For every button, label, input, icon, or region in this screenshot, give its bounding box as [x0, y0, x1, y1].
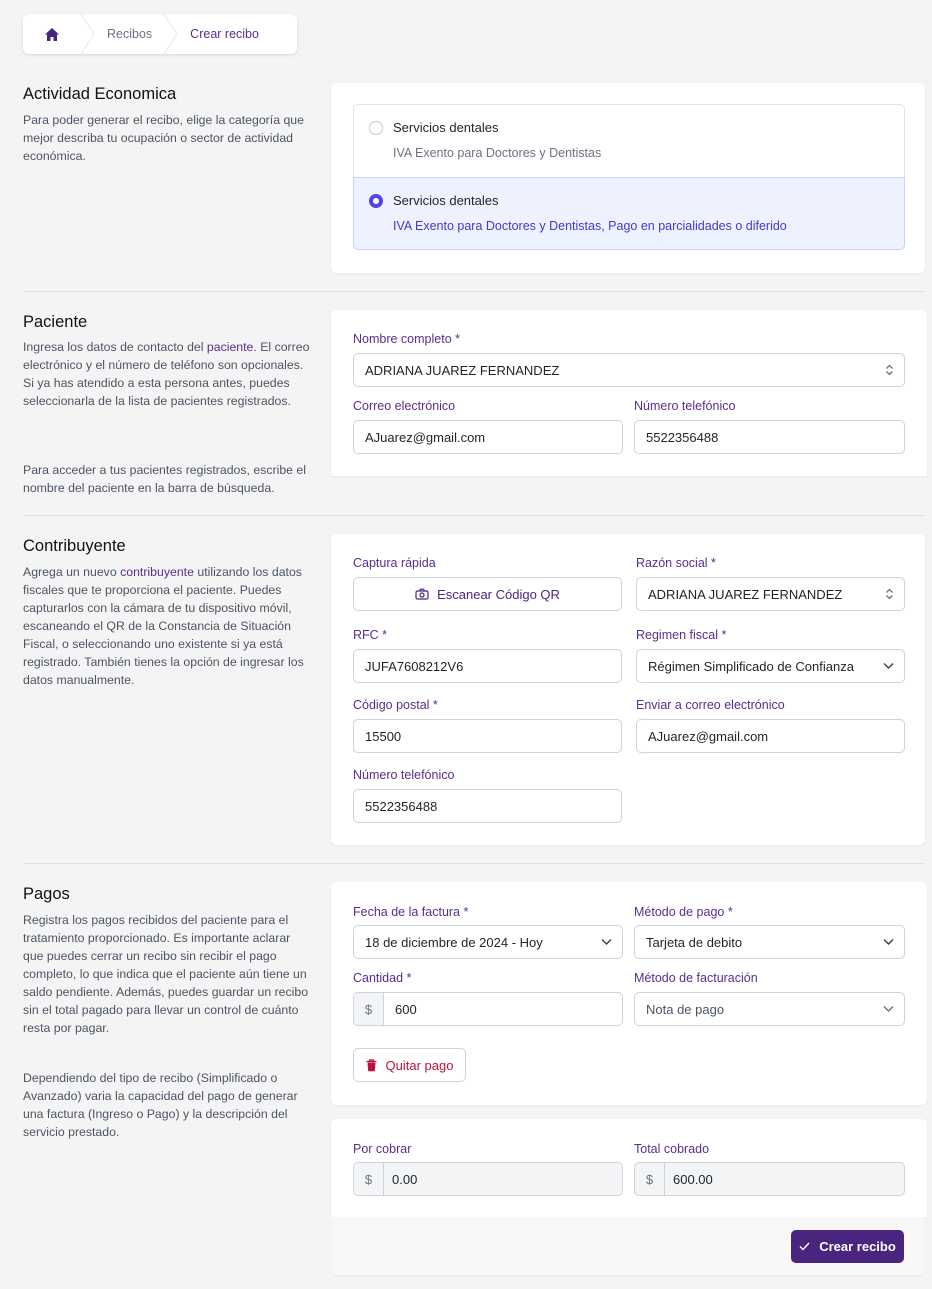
metodo-pago-label: Método de pago *: [634, 905, 733, 919]
chevron-down-icon: [883, 663, 894, 670]
total-cobrado-input: [634, 1162, 905, 1196]
razon-combobox[interactable]: [636, 577, 905, 611]
facturacion-select[interactable]: [634, 992, 905, 1026]
cp-value: 15500: [365, 728, 402, 744]
breadcrumb-separator: [81, 14, 95, 54]
pago-card: [331, 882, 927, 1105]
radio-unchecked[interactable]: [369, 121, 383, 135]
fecha-label: Fecha de la factura *: [353, 905, 469, 919]
option-title: Servicios dentales: [393, 193, 499, 208]
crear-recibo-button[interactable]: [791, 1230, 904, 1263]
rfc-label: RFC *: [353, 628, 388, 642]
regimen-select[interactable]: [636, 649, 905, 683]
contribuyente-card: [331, 534, 925, 845]
currency-prefix: $: [354, 993, 384, 1025]
option-subtitle: IVA Exento para Doctores y Dentistas, Pago en parcialidades o diferido: [393, 219, 787, 233]
correo-value: AJuarez@gmail.com: [365, 429, 486, 445]
telefono-input[interactable]: [634, 420, 905, 454]
por-cobrar-input: [353, 1162, 623, 1196]
divider: [23, 515, 925, 516]
rfc-input[interactable]: [353, 649, 622, 683]
por-cobrar-label: Por cobrar: [353, 1142, 412, 1156]
metodo-pago-select[interactable]: [634, 925, 905, 959]
contrib-telefono-input[interactable]: [353, 789, 622, 823]
cantidad-label: Cantidad *: [353, 971, 412, 985]
chevron-down-icon: [883, 939, 894, 946]
correo-label: Correo electrónico: [353, 399, 456, 413]
por-cobrar-value: 0.00: [392, 1171, 418, 1187]
chevron-down-icon: [883, 1006, 894, 1013]
cantidad-input[interactable]: [353, 992, 623, 1026]
metodo-pago-value: Tarjeta de debito: [646, 934, 743, 950]
regimen-label: Regimen fiscal *: [636, 628, 727, 642]
currency-prefix: $: [354, 1163, 384, 1195]
chevron-down-icon: [601, 939, 612, 946]
cp-label: Código postal *: [353, 698, 438, 712]
regimen-value: Régimen Simplificado de Confianza: [648, 658, 854, 674]
fecha-select[interactable]: [353, 925, 623, 959]
cantidad-value: 600: [395, 1001, 417, 1017]
nombre-combobox[interactable]: [353, 353, 905, 387]
scan-button-label: Escanear Código QR: [437, 586, 560, 602]
total-cobrado-value: 600.00: [673, 1171, 713, 1187]
quitar-pago-button[interactable]: [353, 1048, 466, 1082]
paciente-description: Ingresa los datos de contacto del paciente. El correo electrónico y el número de teléfono son opcionales. Si ya has atendido a esta persona antes, puedes seleccionarla de la lista de pacientes registrados.: [23, 340, 310, 408]
actividad-card: [331, 83, 925, 273]
option-subtitle: IVA Exento para Doctores y Dentistas: [393, 146, 602, 160]
crear-recibo-label: Crear recibo: [819, 1239, 896, 1254]
facturacion-value: Nota de pago: [646, 1001, 725, 1017]
actividad-title: Actividad Economica: [23, 85, 177, 103]
breadcrumb-separator: [164, 14, 178, 54]
pagos-title: Pagos: [23, 885, 70, 903]
paciente-description-2: Para acceder a tus pacientes registrados, escribe el nombre del paciente en la barra de búsqueda.: [23, 463, 306, 495]
enviar-correo-input[interactable]: [636, 719, 905, 753]
paciente-card: [331, 310, 927, 476]
divider: [23, 863, 925, 864]
divider: [23, 291, 925, 292]
option-title: Servicios dentales: [393, 120, 499, 135]
trash-icon: [366, 1059, 377, 1072]
rfc-value: JUFA7608212V6: [365, 658, 464, 674]
breadcrumb-recibos[interactable]: Recibos: [107, 27, 153, 41]
razon-label: Razón social *: [636, 556, 716, 570]
captura-label: Captura rápida: [353, 556, 436, 570]
nombre-value: ADRIANA JUAREZ FERNANDEZ: [365, 362, 560, 378]
camera-icon: [415, 588, 429, 600]
breadcrumb: [23, 14, 297, 54]
nombre-label: Nombre completo *: [353, 332, 460, 346]
actividad-description: Para poder generar el recibo, elige la categoría que mejor describa tu ocupación o sector de actividad económica.: [23, 113, 304, 163]
updown-chevron-icon: [885, 588, 894, 601]
fecha-value: 18 de diciembre de 2024 - Hoy: [365, 934, 543, 950]
actividad-option-2[interactable]: [353, 177, 905, 250]
contribuyente-title: Contribuyente: [23, 537, 126, 555]
check-icon: [799, 1242, 810, 1251]
totales-card: [331, 1119, 927, 1217]
enviar-correo-value: AJuarez@gmail.com: [648, 728, 769, 744]
radio-checked[interactable]: [369, 194, 383, 208]
contrib-telefono-label: Número telefónico: [353, 768, 455, 782]
paciente-link[interactable]: paciente: [206, 340, 254, 354]
scan-qr-button[interactable]: [353, 577, 622, 611]
razon-value: ADRIANA JUAREZ FERNANDEZ: [648, 586, 843, 602]
pagos-description-2: Dependiendo del tipo de recibo (Simplificado o Avanzado) varia la capacidad del pago de generar una factura (Ingreso o Pago) y la descripción del servicio prestado.: [23, 1071, 298, 1139]
telefono-label: Número telefónico: [634, 399, 736, 413]
actividad-option-1[interactable]: [353, 104, 905, 177]
cp-input[interactable]: [353, 719, 622, 753]
facturacion-label: Método de facturación: [634, 971, 758, 985]
telefono-value: 5522356488: [646, 429, 719, 445]
updown-chevron-icon: [885, 364, 894, 377]
home-icon[interactable]: [23, 14, 81, 54]
paciente-title: Paciente: [23, 313, 88, 331]
total-cobrado-label: Total cobrado: [634, 1142, 710, 1156]
correo-input[interactable]: [353, 420, 623, 454]
currency-prefix: $: [635, 1163, 665, 1195]
breadcrumb-crear-recibo[interactable]: Crear recibo: [190, 27, 259, 41]
contrib-telefono-value: 5522356488: [365, 798, 438, 814]
contribuyente-description: Agrega un nuevo contribuyente utilizando los datos fiscales que te proporciona el paciente. Puedes capturarlos con la cámara de tu dispositivo móvil, escaneando el QR de la Constancia de Situación Fiscal, o seleccionando uno existente si ya está registrado. También tienes la opción de ingresar los datos manualmente.: [23, 565, 304, 687]
contribuyente-link[interactable]: contribuyente: [120, 565, 194, 579]
pagos-description: Registra los pagos recibidos del paciente para el tratamiento proporcionado. Es importante aclarar que puedes cerrar un recibo sin recibir el pago completo, lo que indica que el paciente aún tiene un saldo pendiente. Además, puedes guardar un recibo sin el total pagado para llevar un control de cuánto resta por pagar.: [23, 913, 309, 1035]
enviar-correo-label: Enviar a correo electrónico: [636, 698, 785, 712]
quitar-pago-label: Quitar pago: [385, 1057, 454, 1073]
